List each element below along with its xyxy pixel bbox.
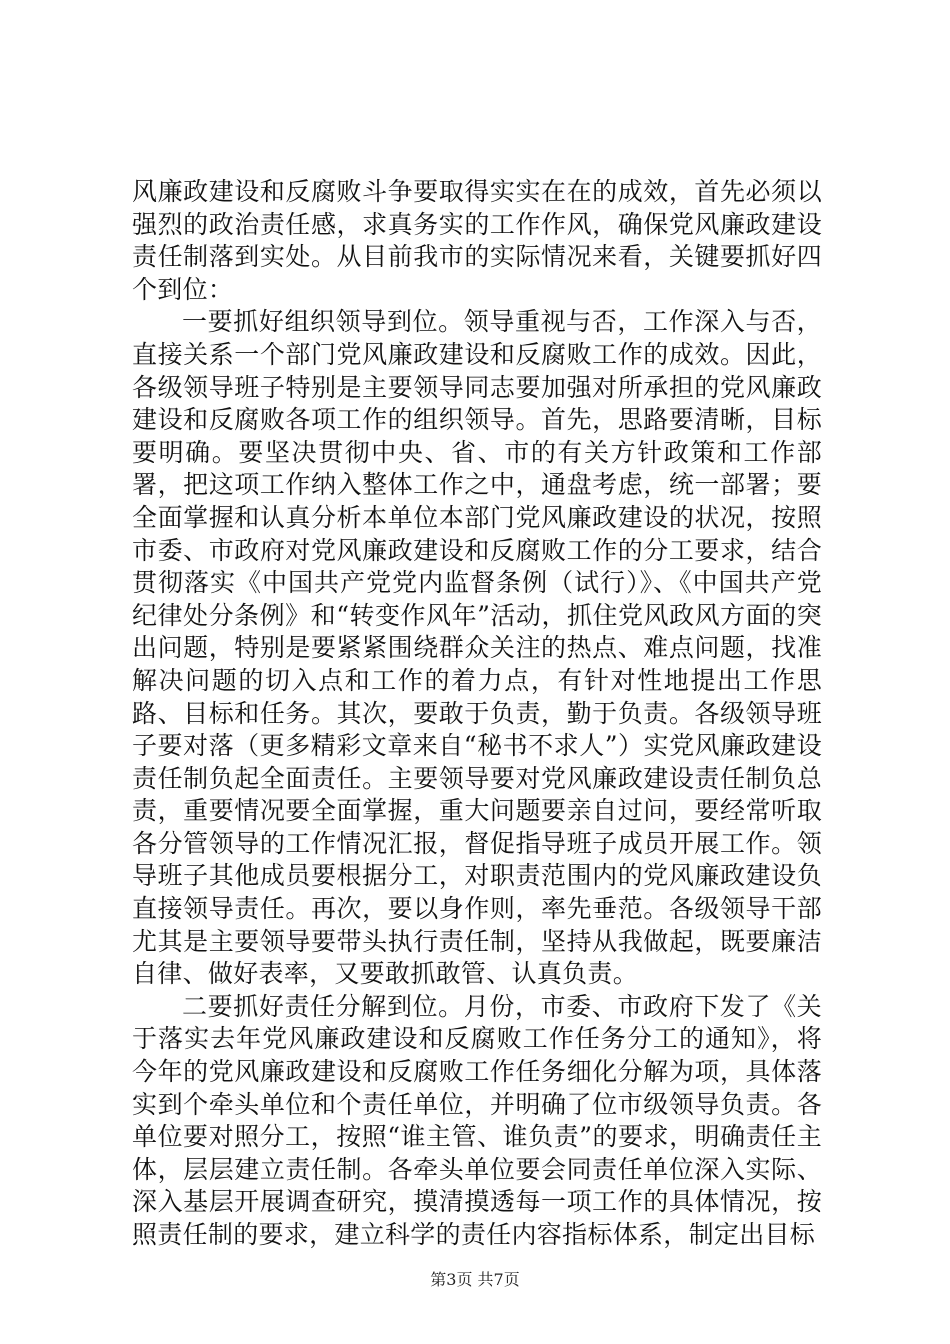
document-body bbox=[132, 176, 822, 1252]
page-footer: 第3页 共7页 bbox=[430, 1270, 520, 1289]
paragraph-responsibility-breakdown: 二要抓好责任分解到位。月份，市委、市政府下发了《关于落实去年党风廉政建设和反腐败工作任务分工的通知》，将今年的党风廉政建设和反腐败工作任务细化分解为项，具体落实到个牵头单位和个责任单位，并明确了位市级领导负责。各单位要对照分工，按照“谁主管、谁负责”的要求，明确责任主体，层层建立责任制。各牵头单位要会同责任单位深入实际、深入基层开展调查研究，摸清摸透每一项工作的具体情况，按照责任制的要求，建立科学的责任内容指标体系，制定出目标 bbox=[132, 991, 822, 1249]
paragraph-organization-leadership: 一要抓好组织领导到位。领导重视与否，工作深入与否，直接关系一个部门党风廉政建设和反腐败工作的成效。因此，各级领导班子特别是主要领导同志要加强对所承担的党风廉政建设和反腐败各项工作的组织领导。首先，思路要清晰，目标要明确。要坚决贯彻中央、省、市的有关方针政策和工作部署，把这项工作纳入整体工作之中，通盘考虑，统一部署；要全面掌握和认真分析本单位本部门党风廉政建设的状况，按照市委、市政府对党风廉政建设和反腐败工作的分工要求，结合贯彻落实《中国共产党党内监督条例（试行）》、《中国共产党纪律处分条例》和“转变作风年”活动，抓住党风政风方面的突出问题，特别是要紧紧围绕群众关注的热点、难点问题，找准解决问题的切入点和工作的着力点，有针对性地提出工作思路、目标和任务。其次，要敢于负责，勤于负责。各级领导班子要对落（更多精彩文章来自“秘书不求人”）实党风廉政建设责任制负起全面责任。主要领导要对党风廉政建设责任制负总责，重要情况要全面掌握，重大问题要亲自过问，要经常听取各分管领导的工作情况汇报，督促指导班子成员开展工作。领导班子其他成员要根据分工，对职责范围内的党风廉政建设负直接领导责任。再次，要以身作则，率先垂范。各级领导干部尤其是主要领导要带头执行责任制，坚持从我做起，既要廉洁自律、做好表率，又要敢抓敢管、认真负责。 bbox=[132, 307, 822, 989]
paragraph-continuation: 风廉政建设和反腐败斗争要取得实实在在的成效，首先必须以强烈的政治责任感，求真务实的工作作风，确保党风廉政建设责任制落到实处。从目前我市的实际情况来看，关键要抓好四个到位： bbox=[132, 177, 822, 304]
